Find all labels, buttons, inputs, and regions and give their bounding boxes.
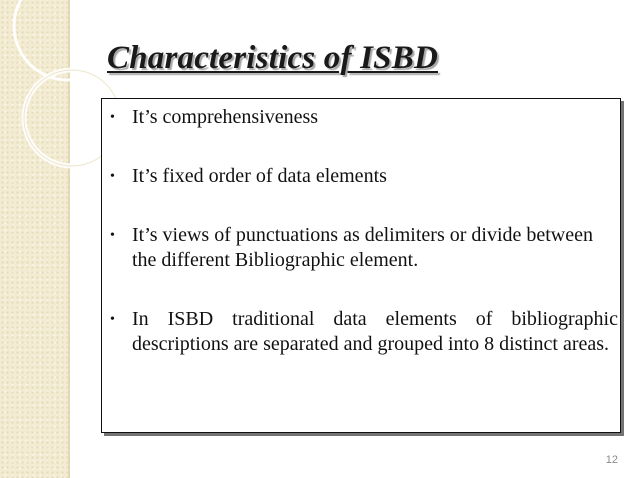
bullet-list — [110, 105, 618, 357]
bullet-dot: • — [110, 312, 115, 327]
bullet-item — [110, 105, 618, 130]
bullet-text: It’s fixed order of data elements — [132, 165, 387, 187]
bullet-text: In ISBD traditional data elements of bibliographic descriptions are separated and grouped into 8 distinct areas. — [132, 308, 618, 355]
content-box — [101, 98, 621, 433]
bullet-dot: • — [110, 228, 115, 243]
bullet-dot: • — [110, 169, 115, 184]
bullet-item — [110, 223, 618, 273]
bullet-text: It’s comprehensiveness — [132, 106, 319, 128]
bullet-dot: • — [110, 110, 115, 125]
slide-title: Characteristics of ISBD — [107, 40, 438, 76]
page-number: 12 — [605, 454, 618, 466]
bullet-item — [110, 164, 618, 189]
bullet-text: It’s views of punctuations as delimiters or divide between the different Bibliographic element. — [132, 224, 594, 271]
bullet-item — [110, 307, 618, 357]
